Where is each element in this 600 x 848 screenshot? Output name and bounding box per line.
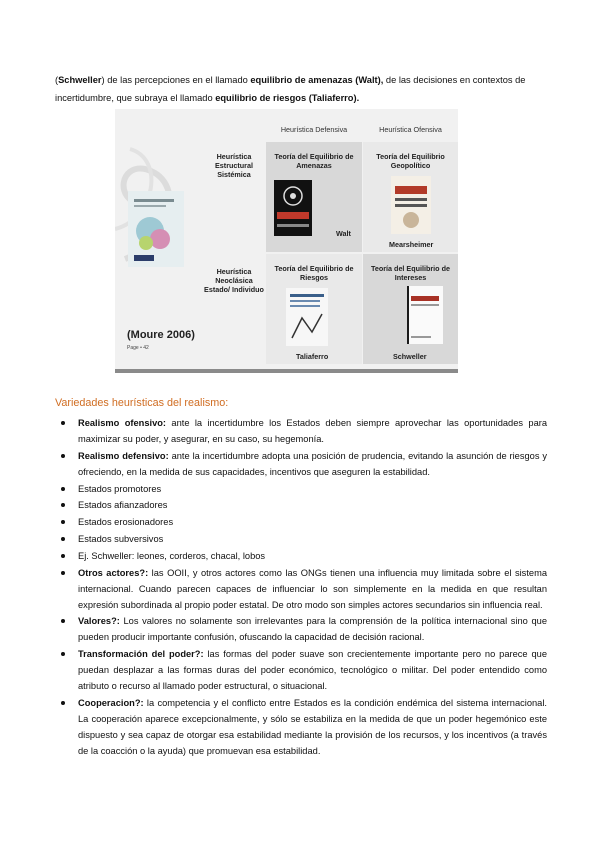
- bullet-icon: [61, 701, 65, 705]
- heuristics-slide-figure: [115, 109, 458, 373]
- cell-equilibrio-amenazas: [266, 142, 362, 252]
- cell-equilibrio-riesgos: [266, 254, 362, 364]
- list-item: [55, 497, 547, 513]
- col-header-ofensiva: Heurística Ofensiva: [379, 125, 442, 134]
- cell-equilibrio-geopolitico: [363, 142, 458, 252]
- item-text: la competencia y el conflicto entre Estados es la condición endémica del sistema internacional. La cooperación aparece excepcionalmente, y sólo se estabiliza en la medida de que un poder hegemónico este dispuesto y sea capaz de otorgar esa estabilidad mediante la provisión de los recursos, y los incentivos (a través de la coacción o la ayuda) que promuevan esa estabilidad.: [78, 697, 547, 756]
- intro-bold-walt: equilibrio de amenazas (Walt),: [250, 75, 384, 85]
- cell-title: Teoría del Equilibrio de Amenazas: [274, 152, 354, 170]
- taliaferro-book-cover: [286, 288, 328, 346]
- bullet-icon: [61, 537, 65, 541]
- list-item: [55, 646, 547, 694]
- cell-title: Teoría del Equilibrio de Riesgos: [274, 264, 354, 282]
- page-reference: Page • 42: [127, 345, 149, 351]
- bullet-list: [55, 415, 547, 760]
- citation-moure: (Moure 2006): [127, 329, 195, 341]
- list-item: [55, 531, 547, 547]
- item-term: Transformación del poder?:: [78, 649, 204, 660]
- intro-bold-taliaferro: equilibrio de riesgos (Taliaferro).: [215, 93, 360, 103]
- item-text: las formas del poder suave son crecientemente importante pero no parece que puedan desplazar a las formas duras del poder económico, tecnológico o militar. Del poder entendido como atributo o recurso al llamado poder estructural, o situacional.: [78, 649, 547, 692]
- list-item: [55, 514, 547, 530]
- list-item: [55, 448, 547, 480]
- intro-paragraph: [55, 71, 545, 107]
- section-heading: Variedades heurísticas del realismo:: [55, 397, 229, 409]
- item-term: Valores?:: [78, 616, 120, 627]
- list-item: [55, 613, 547, 645]
- author-mearsheimer: Mearsheimer: [389, 240, 434, 249]
- list-item: [55, 548, 547, 564]
- author-walt: Walt: [336, 229, 351, 238]
- intro-text-2: ) de las percepciones en el llamado: [101, 75, 251, 85]
- author-schweller: Schweller: [393, 352, 427, 361]
- bullet-icon: [61, 652, 65, 656]
- item-term: Realismo defensivo:: [78, 450, 169, 461]
- slide-bottom-rule: [115, 369, 458, 373]
- item-term: Realismo ofensivo:: [78, 418, 167, 428]
- walt-book-art: [274, 180, 312, 236]
- cell-title: Teoría del Equilibrio Geopolítico: [376, 152, 445, 170]
- schweller-book-art: [407, 286, 443, 344]
- item-text: ante la incertidumbre adopta una posición de prudencia, evitando la asunción de riesgos y ofreciendo, en la medida de sus capacidades, incentivos que aseguren la estabilidad.: [78, 450, 548, 477]
- mearsheimer-book-cover: [391, 176, 431, 234]
- intro-text-3: de las decisiones en contextos de incertidumbre, que subraya el llamado: [55, 75, 526, 103]
- list-item: [55, 695, 547, 759]
- item-term: Cooperacion?:: [78, 697, 144, 708]
- author-taliaferro: Taliaferro: [296, 352, 329, 361]
- bullet-icon: [61, 487, 65, 491]
- item-text: ante la incertidumbre los Estados deben siempre aprovechar las oportunidades para maximizar su poder, y asegurar, en su caso, su hegemonía.: [78, 418, 548, 444]
- mearsheimer-book-art: [391, 176, 431, 234]
- item-text: las OOII, y otros actores como las ONGs tienen una influencia muy limitada sobre el sistema internacional. Cuando parecen capaces de influenciar lo son simplemente en la medida en que resultan expresión subordinada al propio poder estatal. De otro modo son simples actores secundarios sin influencia real.: [78, 567, 547, 610]
- moure-book-cover: [128, 191, 184, 267]
- bullet-icon: [61, 503, 65, 507]
- bullet-icon: [61, 554, 65, 558]
- bullet-icon: [61, 421, 65, 425]
- item-text: Estados erosionadores: [78, 517, 174, 528]
- item-text: Estados afianzadores: [78, 500, 168, 511]
- item-text: Los valores no solamente son irrelevantes para la comprensión de la política internacional sino que pueden producir importante confusión, ofuscando la capacidad de decisión racional.: [78, 616, 547, 643]
- bullet-icon: [61, 520, 65, 524]
- row-label-estructural: Heurística Estructural Sistémica: [215, 152, 253, 179]
- schweller-book-cover: [407, 286, 443, 344]
- item-term: Otros actores?:: [78, 567, 149, 578]
- list-item: [55, 481, 547, 497]
- moure-book-art: [128, 191, 184, 267]
- bullet-icon: [61, 454, 65, 458]
- list-item: [55, 565, 547, 613]
- bullet-icon: [61, 571, 65, 575]
- col-header-defensiva: Heurística Defensiva: [280, 125, 348, 134]
- bullet-icon: [61, 619, 65, 623]
- cell-title: Teoría del Equilibrio de Intereses: [371, 264, 450, 282]
- item-text: Estados promotores: [78, 483, 162, 494]
- walt-book-cover: [274, 180, 312, 236]
- intro-bold-schweller: Schweller: [58, 75, 102, 85]
- taliaferro-book-art: [286, 288, 328, 346]
- list-item: [55, 415, 547, 447]
- cell-equilibrio-intereses: [363, 254, 458, 364]
- row-label-neoclasica: Heurística Neoclásica Estado/ Individuo: [204, 267, 264, 294]
- intro-text-1: (: [55, 75, 59, 85]
- item-text: Ej. Schweller: leones, corderos, chacal, lobos: [78, 550, 266, 561]
- item-text: Estados subversivos: [78, 533, 164, 544]
